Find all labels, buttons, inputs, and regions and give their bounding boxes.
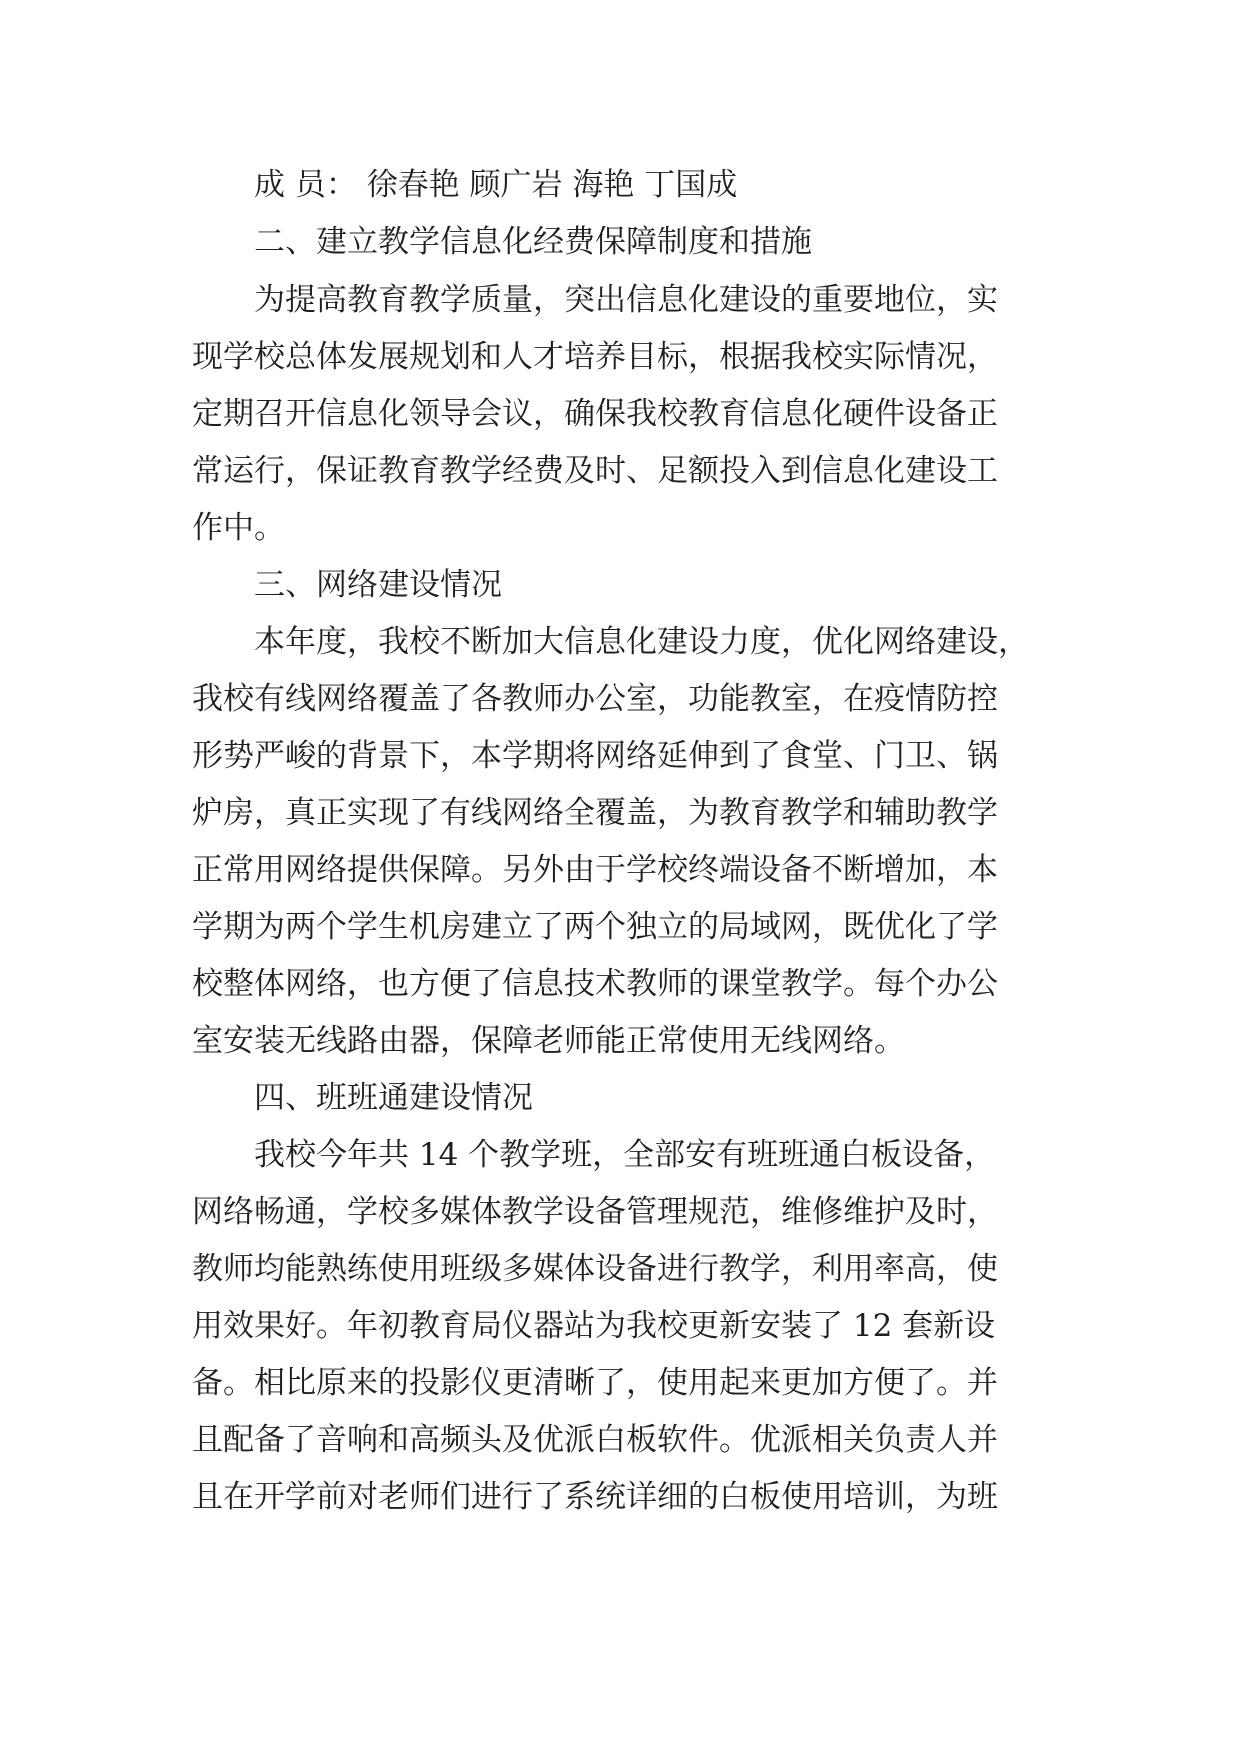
paragraph-line: 校整体网络，也方便了信息技术教师的课堂教学。每个办公 <box>192 966 998 1002</box>
section-heading-funding: 二、建立教学信息化经费保障制度和措施 <box>254 224 812 260</box>
section-heading-classroom: 四、班班通建设情况 <box>254 1080 533 1116</box>
paragraph-line: 网络畅通，学校多媒体教学设备管理规范，维修维护及时， <box>192 1194 998 1230</box>
paragraph-line: 为提高教育教学质量，突出信息化建设的重要地位，实 <box>254 282 998 318</box>
paragraph-line: 且在开学前对老师们进行了系统详细的白板使用培训，为班 <box>192 1479 998 1515</box>
paragraph-line: 正常用网络提供保障。另外由于学校终端设备不断增加，本 <box>192 852 998 888</box>
section-heading-network: 三、网络建设情况 <box>254 567 502 603</box>
paragraph-line: 定期召开信息化领导会议，确保我校教育信息化硬件设备正 <box>192 396 998 432</box>
paragraph-line: 我校今年共 14 个教学班，全部安有班班通白板设备， <box>254 1137 996 1173</box>
paragraph-line: 室安装无线路由器，保障老师能正常使用无线网络。 <box>192 1023 905 1059</box>
paragraph-line: 备。相比原来的投影仪更清晰了，使用起来更加方便了。并 <box>192 1365 998 1401</box>
paragraph-line: 本年度，我校不断加大信息化建设力度，优化网络建设， <box>254 624 1029 660</box>
paragraph-line: 教师均能熟练使用班级多媒体设备进行教学，利用率高，使 <box>192 1251 998 1287</box>
members-line: 成 员： 徐春艳 顾广岩 海艳 丁国成 <box>254 167 738 203</box>
paragraph-line: 作中。 <box>192 510 285 546</box>
paragraph-line: 学期为两个学生机房建立了两个独立的局域网，既优化了学 <box>192 909 998 945</box>
paragraph-line: 形势严峻的背景下，本学期将网络延伸到了食堂、门卫、锅 <box>192 738 998 774</box>
paragraph-line: 且配备了音响和高频头及优派白板软件。优派相关负责人并 <box>192 1422 998 1458</box>
paragraph-line: 常运行，保证教育教学经费及时、足额投入到信息化建设工 <box>192 453 998 489</box>
paragraph-line: 炉房，真正实现了有线网络全覆盖，为教育教学和辅助教学 <box>192 795 998 831</box>
paragraph-line: 我校有线网络覆盖了各教师办公室，功能教室，在疫情防控 <box>192 681 998 717</box>
paragraph-line: 现学校总体发展规划和人才培养目标，根据我校实际情况， <box>192 339 998 375</box>
paragraph-line: 用效果好。年初教育局仪器站为我校更新安装了 12 套新设 <box>192 1308 996 1344</box>
